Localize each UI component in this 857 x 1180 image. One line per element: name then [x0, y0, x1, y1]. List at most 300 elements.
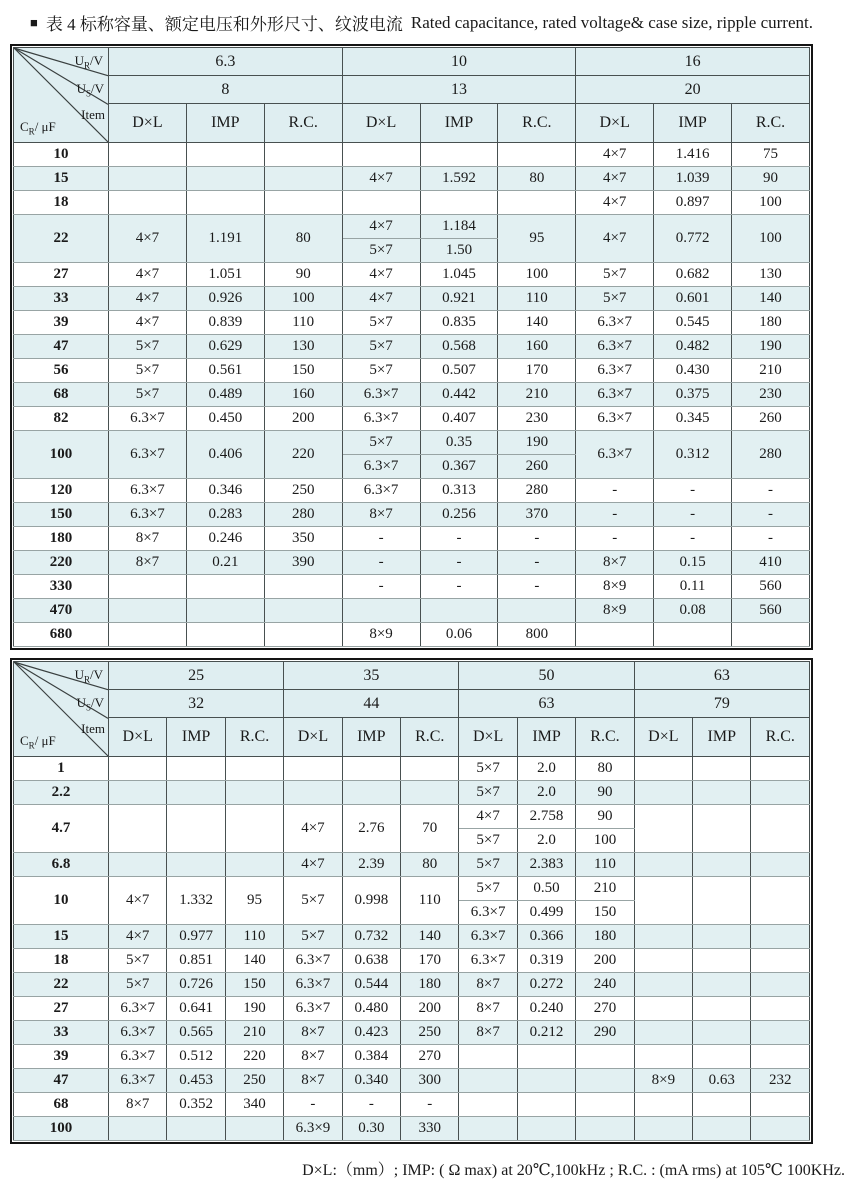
ripple-current-cell: 410	[732, 551, 810, 575]
rated-voltage-header: 10	[342, 48, 576, 76]
impedance-cell: -	[342, 1093, 400, 1117]
impedance-cell: 0.375	[654, 383, 732, 407]
impedance-cell: 0.480	[342, 997, 400, 1021]
ripple-current-cell	[264, 623, 342, 647]
ripple-current-cell: 210	[732, 359, 810, 383]
ripple-current-cell: 80	[264, 215, 342, 263]
ripple-current-cell: 100	[732, 191, 810, 215]
ripple-current-cell: 210	[225, 1021, 283, 1045]
ratings-table-low-voltage	[13, 47, 810, 647]
impedance-cell	[420, 143, 498, 167]
ripple-current-cell	[225, 781, 283, 805]
ripple-current-cell: 230	[498, 407, 576, 431]
impedance-cell	[186, 167, 264, 191]
dxl-header: D×L	[284, 718, 342, 757]
impedance-cell: 0.835	[420, 311, 498, 335]
impedance-cell: 2.39	[342, 853, 400, 877]
ripple-current-cell: 110	[498, 287, 576, 311]
impedance-cell	[186, 599, 264, 623]
impedance-cell: 0.442	[420, 383, 498, 407]
imp-header: IMP	[654, 104, 732, 143]
impedance-cell: -	[420, 527, 498, 551]
ripple-current-cell: 190	[225, 997, 283, 1021]
table-row	[14, 287, 810, 311]
impedance-cell	[693, 757, 751, 781]
ripple-current-cell: 170	[498, 359, 576, 383]
ripple-current-cell: 190	[498, 431, 576, 455]
case-size-cell	[576, 623, 654, 647]
impedance-cell: 1.039	[654, 167, 732, 191]
ripple-current-cell: 260	[498, 455, 576, 479]
case-size-cell	[634, 1117, 692, 1141]
impedance-cell	[167, 853, 225, 877]
ripple-current-cell: 130	[732, 263, 810, 287]
dxl-header: D×L	[634, 718, 692, 757]
ripple-current-cell: 95	[498, 215, 576, 263]
capacitance-cell: 680	[14, 623, 109, 647]
ripple-current-cell	[225, 757, 283, 781]
impedance-cell: 0.345	[654, 407, 732, 431]
ripple-current-cell: 800	[498, 623, 576, 647]
capacitance-cell: 82	[14, 407, 109, 431]
case-size-cell	[109, 623, 187, 647]
case-size-cell: 4×7	[109, 925, 167, 949]
impedance-cell: 0.512	[167, 1045, 225, 1069]
ratings-table-wrapper-1	[10, 44, 813, 650]
impedance-cell	[517, 1045, 575, 1069]
case-size-cell	[109, 167, 187, 191]
impedance-cell	[167, 1117, 225, 1141]
impedance-cell	[693, 997, 751, 1021]
capacitance-cell: 10	[14, 143, 109, 167]
impedance-cell: 0.15	[654, 551, 732, 575]
impedance-cell: 0.352	[167, 1093, 225, 1117]
impedance-cell	[167, 781, 225, 805]
table-row	[14, 431, 810, 455]
surge-voltage-header: 20	[576, 76, 810, 104]
case-size-cell: 4×7	[342, 263, 420, 287]
case-size-cell	[109, 599, 187, 623]
impedance-cell: 0.340	[342, 1069, 400, 1093]
case-size-cell	[634, 925, 692, 949]
case-size-cell: 6.3×7	[109, 1021, 167, 1045]
title-chinese: 表 4 标称容量、额定电压和外形尺寸、纹波电流	[45, 15, 403, 34]
case-size-cell: 5×7	[109, 383, 187, 407]
impedance-cell	[693, 853, 751, 877]
case-size-cell	[109, 575, 187, 599]
ripple-current-cell: -	[498, 551, 576, 575]
dxl-header: D×L	[459, 718, 517, 757]
table-row	[14, 781, 810, 805]
capacitance-cell: 18	[14, 949, 109, 973]
ripple-current-cell: -	[732, 527, 810, 551]
case-size-cell: 8×7	[284, 1069, 342, 1093]
ripple-current-cell	[751, 997, 810, 1021]
impedance-cell	[342, 781, 400, 805]
ripple-current-cell	[751, 949, 810, 973]
impedance-cell: 0.921	[420, 287, 498, 311]
case-size-cell	[109, 805, 167, 853]
ripple-current-cell: 290	[576, 1021, 634, 1045]
case-size-cell: 6.3×7	[342, 383, 420, 407]
case-size-cell: 5×7	[342, 359, 420, 383]
ripple-current-cell	[751, 805, 810, 853]
capacitance-cell: 27	[14, 263, 109, 287]
ripple-current-cell: 200	[264, 407, 342, 431]
capacitance-cell: 220	[14, 551, 109, 575]
ripple-current-cell: 150	[225, 973, 283, 997]
ripple-current-cell: 260	[732, 407, 810, 431]
impedance-cell: 0.629	[186, 335, 264, 359]
ripple-current-cell: 170	[401, 949, 459, 973]
impedance-cell: 0.35	[420, 431, 498, 455]
impedance-cell: 0.544	[342, 973, 400, 997]
ripple-current-cell	[751, 853, 810, 877]
case-size-cell: 6.3×7	[284, 949, 342, 973]
ripple-current-cell: 350	[264, 527, 342, 551]
case-size-cell: 4×7	[576, 191, 654, 215]
capacitance-cell: 1	[14, 757, 109, 781]
impedance-cell: -	[654, 479, 732, 503]
case-size-cell: 8×7	[576, 551, 654, 575]
impedance-cell: 0.897	[654, 191, 732, 215]
case-size-cell	[342, 143, 420, 167]
impedance-cell: 0.641	[167, 997, 225, 1021]
ripple-current-cell	[264, 599, 342, 623]
corner-label-rated-voltage: $U_R/V$	[74, 53, 103, 71]
case-size-cell: 6.3×7	[109, 407, 187, 431]
square-bullet-icon: ■	[30, 15, 38, 30]
ripple-current-cell: 230	[732, 383, 810, 407]
impedance-cell: 0.313	[420, 479, 498, 503]
title-english: Rated capacitance, rated voltage& case size, ripple current.	[410, 12, 813, 32]
case-size-cell: 8×9	[342, 623, 420, 647]
table-row	[14, 949, 810, 973]
footnote: D×L:（mm）; IMP: ( Ω max) at 20℃,100kHz ; R.C. : (mA rms) at 105℃ 100KHz.	[302, 1162, 845, 1179]
impedance-cell	[693, 805, 751, 853]
impedance-cell: 2.0	[517, 781, 575, 805]
impedance-cell: 1.592	[420, 167, 498, 191]
table-row	[14, 1021, 810, 1045]
case-size-cell: 4×7	[109, 263, 187, 287]
impedance-cell	[186, 191, 264, 215]
impedance-cell: 0.565	[167, 1021, 225, 1045]
table-row	[14, 1069, 810, 1093]
impedance-cell: 0.482	[654, 335, 732, 359]
impedance-cell: 2.383	[517, 853, 575, 877]
case-size-cell: 5×7	[576, 287, 654, 311]
table-row	[14, 359, 810, 383]
ripple-current-cell: 280	[264, 503, 342, 527]
ripple-current-cell: 100	[576, 829, 634, 853]
ripple-current-cell: 130	[264, 335, 342, 359]
case-size-cell: 8×7	[109, 1093, 167, 1117]
impedance-cell: 0.507	[420, 359, 498, 383]
case-size-cell	[459, 1069, 517, 1093]
table-body	[14, 143, 810, 647]
case-size-cell	[109, 1117, 167, 1141]
rated-voltage-header: 6.3	[109, 48, 343, 76]
case-size-cell: 8×7	[109, 551, 187, 575]
impedance-cell: 0.851	[167, 949, 225, 973]
ripple-current-cell	[751, 973, 810, 997]
case-size-cell: 4×7	[342, 287, 420, 311]
case-size-cell: 5×7	[342, 311, 420, 335]
case-size-cell: 6.3×7	[109, 997, 167, 1021]
table-row	[14, 311, 810, 335]
rated-voltage-header: 50	[459, 662, 634, 690]
impedance-cell	[693, 1117, 751, 1141]
case-size-cell: -	[576, 479, 654, 503]
rc-header: R.C.	[225, 718, 283, 757]
case-size-cell: 4×7	[342, 167, 420, 191]
table-row	[14, 877, 810, 901]
corner-cell	[14, 662, 109, 757]
ripple-current-cell: 300	[401, 1069, 459, 1093]
imp-header: IMP	[517, 718, 575, 757]
dxl-header: D×L	[576, 104, 654, 143]
capacitance-cell: 68	[14, 383, 109, 407]
case-size-cell	[459, 1117, 517, 1141]
impedance-cell: 0.423	[342, 1021, 400, 1045]
imp-header: IMP	[420, 104, 498, 143]
table-body	[14, 757, 810, 1141]
impedance-cell: 0.568	[420, 335, 498, 359]
case-size-cell: 6.3×9	[284, 1117, 342, 1141]
capacitance-cell: 330	[14, 575, 109, 599]
table-row	[14, 599, 810, 623]
case-size-cell: 5×7	[342, 239, 420, 263]
case-size-cell	[284, 757, 342, 781]
impedance-cell: 1.051	[186, 263, 264, 287]
ripple-current-cell: 270	[576, 997, 634, 1021]
table-row	[14, 167, 810, 191]
dxl-header: D×L	[109, 104, 187, 143]
impedance-cell: 0.453	[167, 1069, 225, 1093]
case-size-cell: 4×7	[109, 215, 187, 263]
ripple-current-cell: 140	[732, 287, 810, 311]
ripple-current-cell	[751, 1117, 810, 1141]
capacitance-cell: 47	[14, 1069, 109, 1093]
ripple-current-cell: 200	[576, 949, 634, 973]
impedance-cell	[693, 1045, 751, 1069]
ripple-current-cell	[751, 757, 810, 781]
impedance-cell: 0.367	[420, 455, 498, 479]
impedance-cell: 0.489	[186, 383, 264, 407]
dxl-header: D×L	[109, 718, 167, 757]
corner-label-item: Item	[81, 107, 105, 122]
case-size-cell: -	[284, 1093, 342, 1117]
table-row	[14, 551, 810, 575]
ripple-current-cell: 180	[732, 311, 810, 335]
corner-label-surge-voltage: $U_S/V$	[76, 695, 104, 713]
ripple-current-cell: -	[732, 479, 810, 503]
case-size-cell: 8×9	[576, 599, 654, 623]
imp-header: IMP	[342, 718, 400, 757]
impedance-cell: 0.682	[654, 263, 732, 287]
capacitance-cell: 470	[14, 599, 109, 623]
ripple-current-cell	[498, 191, 576, 215]
case-size-cell: 4×7	[576, 167, 654, 191]
case-size-cell: 6.3×7	[576, 311, 654, 335]
ripple-current-cell: 220	[225, 1045, 283, 1069]
capacitance-cell: 33	[14, 287, 109, 311]
impedance-cell: -	[420, 551, 498, 575]
case-size-cell: 6.3×7	[109, 431, 187, 479]
impedance-cell	[517, 1093, 575, 1117]
ripple-current-cell: 390	[264, 551, 342, 575]
ripple-current-cell: 330	[401, 1117, 459, 1141]
case-size-cell: 8×7	[459, 973, 517, 997]
ripple-current-cell	[751, 1093, 810, 1117]
ripple-current-cell	[751, 1021, 810, 1045]
ripple-current-cell	[401, 781, 459, 805]
case-size-cell: -	[576, 503, 654, 527]
case-size-cell: 5×7	[342, 335, 420, 359]
case-size-cell: 8×7	[459, 1021, 517, 1045]
case-size-cell: 6.3×7	[459, 925, 517, 949]
impedance-cell: 2.0	[517, 757, 575, 781]
ripple-current-cell: -	[732, 503, 810, 527]
ripple-current-cell: 270	[401, 1045, 459, 1069]
capacitance-cell: 100	[14, 1117, 109, 1141]
table-row	[14, 1045, 810, 1069]
ripple-current-cell	[401, 757, 459, 781]
ripple-current-cell	[732, 623, 810, 647]
ripple-current-cell: 190	[732, 335, 810, 359]
surge-voltage-header: 32	[109, 690, 284, 718]
ripple-current-cell: 80	[498, 167, 576, 191]
impedance-cell	[693, 781, 751, 805]
impedance-cell: 0.726	[167, 973, 225, 997]
case-size-cell: -	[342, 575, 420, 599]
ripple-current-cell	[264, 575, 342, 599]
case-size-cell: 6.3×7	[109, 479, 187, 503]
impedance-cell: 1.50	[420, 239, 498, 263]
table-row	[14, 191, 810, 215]
table-row	[14, 263, 810, 287]
impedance-cell: 0.272	[517, 973, 575, 997]
ripple-current-cell: 340	[225, 1093, 283, 1117]
ripple-current-cell	[225, 853, 283, 877]
case-size-cell: 4×7	[109, 287, 187, 311]
case-size-cell	[634, 1093, 692, 1117]
case-size-cell: 6.3×7	[109, 1069, 167, 1093]
case-size-cell	[459, 1093, 517, 1117]
impedance-cell	[693, 1021, 751, 1045]
case-size-cell	[342, 599, 420, 623]
corner-label-item: Item	[81, 721, 105, 736]
rc-header: R.C.	[264, 104, 342, 143]
impedance-cell: 0.384	[342, 1045, 400, 1069]
case-size-cell: 6.3×7	[109, 1045, 167, 1069]
case-size-cell	[109, 781, 167, 805]
ripple-current-cell: 90	[576, 805, 634, 829]
case-size-cell: 5×7	[109, 973, 167, 997]
case-size-cell	[634, 757, 692, 781]
impedance-cell: 0.08	[654, 599, 732, 623]
capacitance-cell: 47	[14, 335, 109, 359]
ripple-current-cell: 280	[732, 431, 810, 479]
impedance-cell: 0.11	[654, 575, 732, 599]
ripple-current-cell: 210	[576, 877, 634, 901]
case-size-cell	[634, 997, 692, 1021]
case-size-cell: 5×7	[109, 335, 187, 359]
impedance-cell: 0.839	[186, 311, 264, 335]
case-size-cell: 6.3×7	[576, 359, 654, 383]
impedance-cell: 1.191	[186, 215, 264, 263]
impedance-cell: 0.926	[186, 287, 264, 311]
impedance-cell: -	[654, 503, 732, 527]
case-size-cell	[634, 973, 692, 997]
case-size-cell: 5×7	[459, 781, 517, 805]
capacitance-cell: 180	[14, 527, 109, 551]
impedance-cell	[186, 143, 264, 167]
case-size-cell: 6.3×7	[576, 335, 654, 359]
case-size-cell: 4×7	[576, 215, 654, 263]
impedance-cell	[186, 575, 264, 599]
impedance-cell: 1.045	[420, 263, 498, 287]
impedance-cell: 0.21	[186, 551, 264, 575]
impedance-cell: 0.212	[517, 1021, 575, 1045]
impedance-cell: 0.246	[186, 527, 264, 551]
corner-label-surge-voltage: $U_S/V$	[76, 81, 104, 99]
case-size-cell: -	[342, 551, 420, 575]
impedance-cell: 0.545	[654, 311, 732, 335]
imp-header: IMP	[167, 718, 225, 757]
ripple-current-cell: 160	[264, 383, 342, 407]
rated-voltage-header: 16	[576, 48, 810, 76]
impedance-cell	[167, 805, 225, 853]
case-size-cell: 4×7	[109, 877, 167, 925]
table-row	[14, 383, 810, 407]
capacitance-cell: 22	[14, 973, 109, 997]
case-size-cell: 6.3×7	[459, 949, 517, 973]
capacitance-cell: 18	[14, 191, 109, 215]
case-size-cell: 5×7	[284, 877, 342, 925]
case-size-cell: 5×7	[109, 359, 187, 383]
case-size-cell: 6.3×7	[342, 455, 420, 479]
impedance-cell: 0.638	[342, 949, 400, 973]
impedance-cell	[693, 925, 751, 949]
surge-voltage-header: 63	[459, 690, 634, 718]
rc-header: R.C.	[576, 718, 634, 757]
capacitance-cell: 10	[14, 877, 109, 925]
ripple-current-cell	[576, 1045, 634, 1069]
impedance-cell	[517, 1069, 575, 1093]
impedance-cell: 0.977	[167, 925, 225, 949]
impedance-cell: 0.63	[693, 1069, 751, 1093]
impedance-cell: 1.332	[167, 877, 225, 925]
case-size-cell: 8×7	[342, 503, 420, 527]
rc-header: R.C.	[401, 718, 459, 757]
table-header	[14, 48, 810, 143]
imp-header: IMP	[693, 718, 751, 757]
impedance-cell	[654, 623, 732, 647]
table-row	[14, 1093, 810, 1117]
table-row	[14, 479, 810, 503]
impedance-cell: 0.430	[654, 359, 732, 383]
impedance-cell: 1.184	[420, 215, 498, 239]
case-size-cell: 6.3×7	[576, 407, 654, 431]
impedance-cell: 0.601	[654, 287, 732, 311]
ripple-current-cell: 250	[401, 1021, 459, 1045]
ripple-current-cell: 180	[576, 925, 634, 949]
page-title	[30, 10, 857, 35]
impedance-cell	[420, 191, 498, 215]
surge-voltage-header: 8	[109, 76, 343, 104]
case-size-cell: 8×7	[284, 1021, 342, 1045]
